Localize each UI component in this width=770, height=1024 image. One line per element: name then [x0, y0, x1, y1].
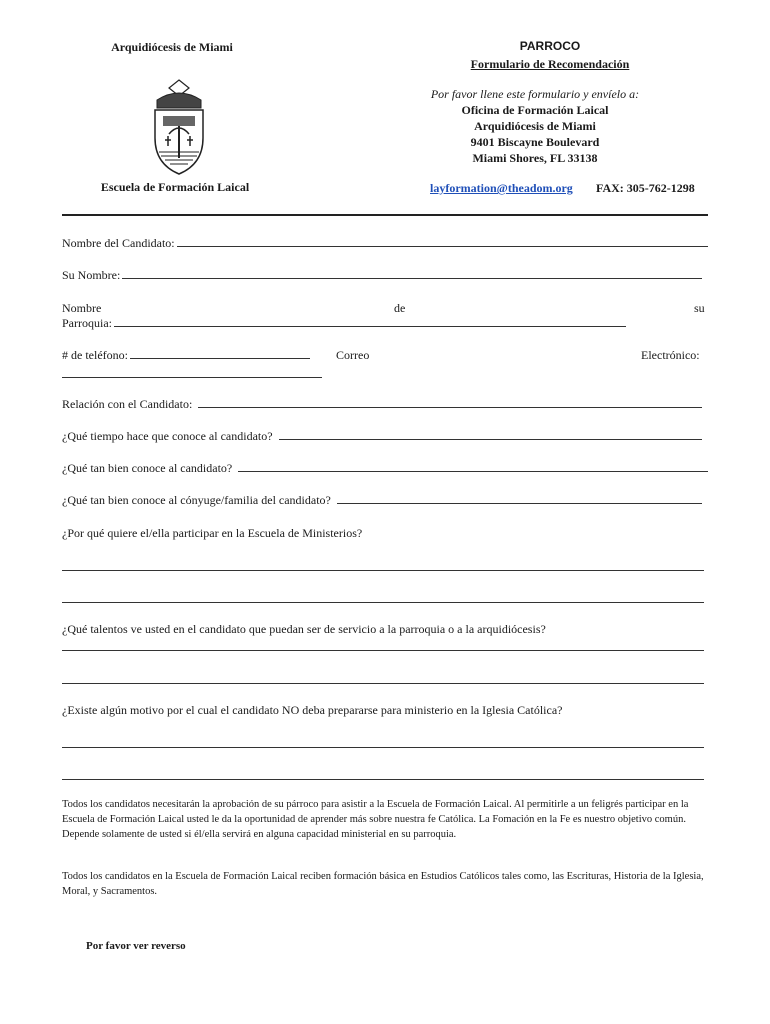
email-link[interactable]: layformation@theadom.org	[430, 181, 573, 195]
form-subtitle: Formulario de Recomendación	[470, 57, 630, 71]
how-well-label: ¿Qué tan bien conoce al candidato?	[62, 461, 233, 475]
how-long-line[interactable]	[279, 429, 702, 440]
see-reverse-note: Por favor ver reverso	[86, 940, 186, 952]
talents-question: ¿Qué talentos ve usted en el candidato que puedan ser de servicio a la parroquia o a la arquidiócesis?	[62, 622, 546, 636]
why-answer-line-1[interactable]	[62, 569, 704, 571]
why-answer-line-2[interactable]	[62, 601, 704, 603]
address-line-archdiocese: Arquidiócesis de Miami	[474, 119, 596, 133]
your-name-field[interactable]	[62, 268, 702, 283]
how-long-label: ¿Qué tiempo hace que conoce al candidato?	[62, 429, 273, 443]
candidate-name-field[interactable]	[62, 236, 708, 251]
header-divider	[62, 214, 708, 216]
archdiocese-name: Arquidiócesis de Miami	[111, 40, 233, 54]
reason-question: ¿Existe algún motivo por el cual el candidato NO deba prepararse para ministerio en la Iglesia Católica?	[62, 703, 563, 717]
how-long-field[interactable]	[62, 429, 702, 444]
candidate-name-label: Nombre del Candidato:	[62, 236, 175, 250]
why-question: ¿Por qué quiere el/ella participar en la Escuela de Ministerios?	[62, 526, 363, 540]
relation-field[interactable]	[62, 397, 702, 412]
email-line[interactable]	[62, 376, 322, 378]
curriculum-paragraph: Todos los candidatos en la Escuela de Formación Laical reciben formación básica en Estudios Católicos tales como, las Escrituras, Historia de la Iglesia, Moral, y Sacramentos.	[62, 871, 704, 897]
parish-label: Parroquia:	[62, 316, 112, 330]
email-label-word1: Correo	[336, 348, 370, 362]
fax-number: FAX: 305-762-1298	[596, 181, 695, 195]
address-line-street: 9401 Biscayne Boulevard	[470, 135, 600, 149]
phone-label: # de teléfono:	[62, 348, 128, 362]
archdiocese-crest-icon	[145, 78, 213, 176]
spouse-line[interactable]	[337, 493, 702, 504]
phone-line[interactable]	[130, 348, 310, 359]
instruction-text: Por favor llene este formulario y envíelo a:	[430, 87, 640, 101]
how-well-field[interactable]	[62, 461, 708, 476]
candidate-name-line[interactable]	[177, 236, 708, 247]
parish-line[interactable]	[114, 316, 626, 327]
parish-field[interactable]	[62, 316, 626, 331]
form-title: PARROCO	[519, 39, 581, 53]
address-line-office: Oficina de Formación Laical	[461, 103, 609, 117]
parish-label-word1: Nombre	[62, 301, 102, 315]
approval-paragraph: Todos los candidatos necesitarán la aprobación de su párroco para asistir a la Escuela de Formación Laical. Al permitirle a un feligrés participar en la Escuela de Formación Laical usted le da la oportunidad de aprender más sobre nuestra fe Católica. La Fomación en la Fe es nuestro objetivo común. Depende solamente de usted si él/ella servirá en alguna capacidad ministerial en su parroquia.	[62, 799, 689, 840]
parish-label-word3: su	[694, 301, 705, 315]
your-name-line[interactable]	[122, 268, 702, 279]
relation-label: Relación con el Candidato:	[62, 397, 193, 411]
talents-answer-line-2[interactable]	[62, 682, 704, 684]
spouse-label: ¿Qué tan bien conoce al cónyuge/familia del candidato?	[62, 493, 331, 507]
reason-answer-line-2[interactable]	[62, 778, 704, 780]
relation-line[interactable]	[198, 397, 702, 408]
school-name: Escuela de Formación Laical	[100, 180, 250, 194]
how-well-line[interactable]	[238, 461, 708, 472]
reason-answer-line-1[interactable]	[62, 746, 704, 748]
parish-label-word2: de	[394, 301, 406, 315]
phone-field[interactable]	[62, 348, 310, 363]
talents-answer-line-1[interactable]	[62, 649, 704, 651]
email-label-word2: Electrónico:	[641, 348, 700, 362]
address-line-city: Miami Shores, FL 33138	[472, 151, 598, 165]
spouse-field[interactable]	[62, 493, 702, 508]
your-name-label: Su Nombre:	[62, 268, 121, 282]
